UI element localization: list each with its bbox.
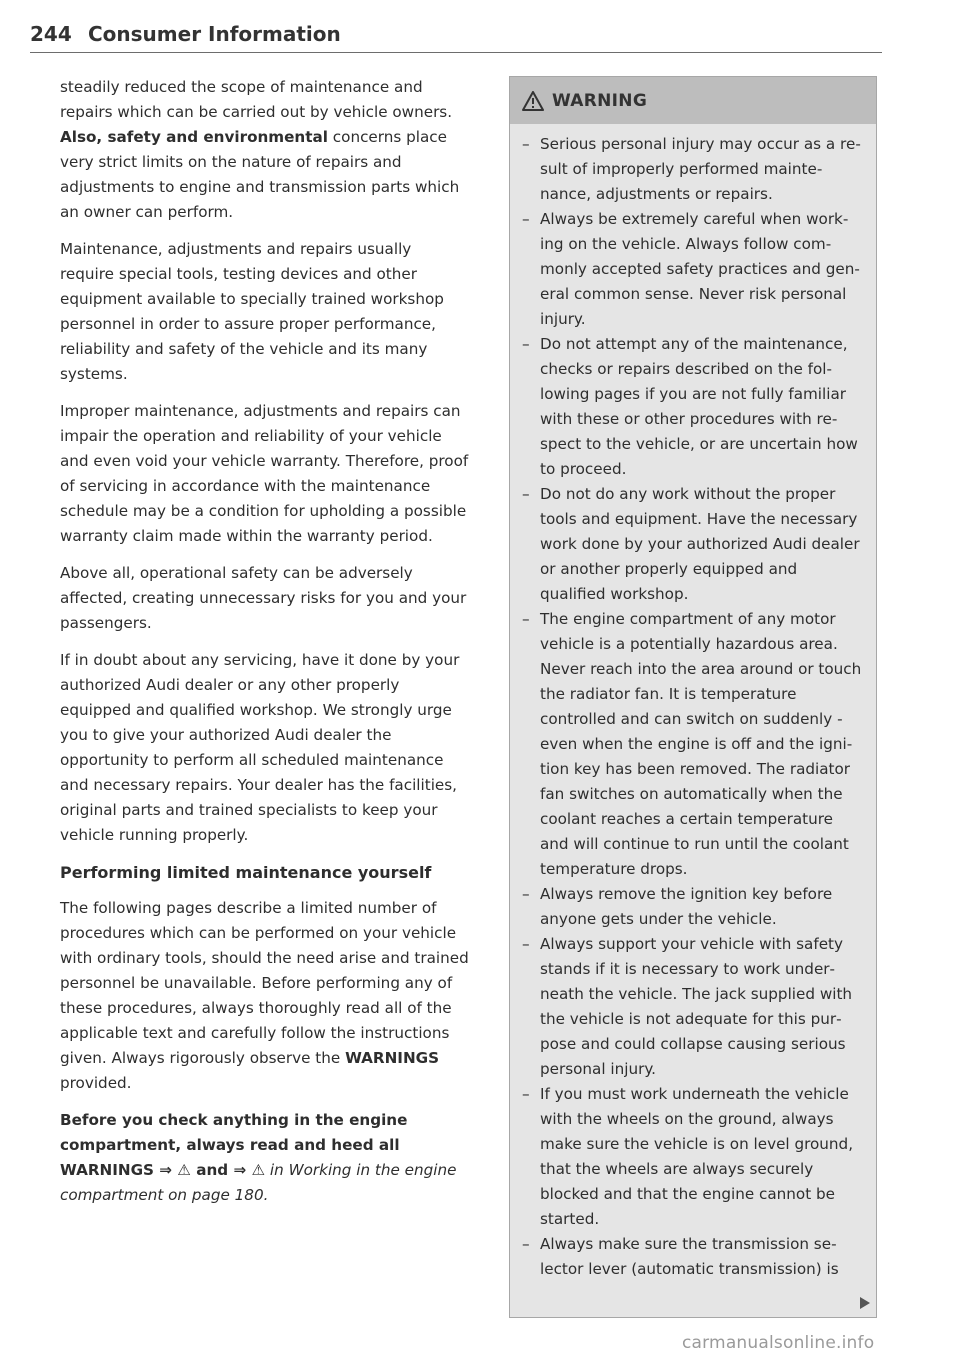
section-title: Consumer Information: [88, 22, 341, 46]
warning-item: – Do not do any work without the proper tools and equipment. Have the necessary work done by your authorized Audi dealer or another properly equipped and qualified workshop.: [522, 482, 866, 607]
warning-item: – If you must work underneath the vehicle with the wheels on the ground, always make sure the vehicle is on level ground, that the wheels are always securely blocked and that the engine cannot be started.: [522, 1082, 866, 1232]
page-header: [30, 22, 882, 53]
paragraph-7-and: and: [190, 1161, 234, 1179]
paragraph-1-text-a: steadily reduced the scope of maintenance and repairs which can be carried out by vehicle owners.: [60, 78, 453, 121]
warning-item: – Do not attempt any of the maintenance, checks or repairs described on the following pages if you are not fully familiar with these or other procedures with respect to the vehicle, or are uncertain how to proceed.: [522, 332, 866, 482]
warning-header: [510, 77, 876, 124]
warning-item: – Serious personal injury may occur as a result of improperly performed maintenance, adjustments or repairs.: [522, 132, 866, 207]
paragraph-6-text-a: The following pages describe a limited number of procedures which can be performed on your vehicle with ordinary tools, should the need arise and trained personnel be unavailable. Before performing any of these procedures, always thoroughly read all of the applicable text and carefully follow the instructions given. Always rigorously observe the: [60, 899, 469, 1067]
warning-item: – Always remove the ignition key before anyone gets under the vehicle.: [522, 882, 866, 932]
paragraph-2: Maintenance, adjustments and repairs usually require special tools, testing devices and other equipment available to specially trained workshop personnel in order to assure proper performance, reliability and safety of the vehicle and its many systems.: [60, 240, 444, 383]
cross-reference-text: in Working in the engine compartment on page 180.: [60, 1161, 457, 1204]
paragraph-7-text: Before you check anything in the engine compartment, always read and heed all WARNINGS: [60, 1111, 408, 1179]
warning-reference-link-2[interactable]: ⇒ ⚠: [233, 1161, 266, 1179]
watermark: carmanualsonline.info: [682, 1333, 875, 1353]
paragraph-3: Improper maintenance, adjustments and repairs can impair the operation and reliability of your vehicle and even void your vehicle warranty. Therefore, proof of servicing in accordance with the maintenance schedule may be a condition for upholding a possible warranty claim made within the warranty period.: [60, 402, 469, 545]
paragraph-6-text-b: provided.: [60, 1074, 132, 1092]
paragraph-1-text-b: concerns place very strict limits on the nature of repairs and adjustments to engine and transmission parts which an owner can perform.: [60, 128, 460, 221]
paragraph-7: [60, 1108, 470, 1208]
warning-item: – The engine compartment of any motor vehicle is a potentially hazardous area. Never reach into the area around or touch the radiator fan. It is temperature controlled and can switch on suddenly - even when the engine is off and the ignition key has been removed. The radiator fan switches on automatically when the coolant reaches a certain temperature and will continue to run until the coolant temperature drops.: [522, 607, 866, 882]
paragraph-6: [60, 896, 470, 1096]
warning-item: – Always support your vehicle with safety stands if it is necessary to work underneath the vehicle. The jack supplied with the vehicle is not adequate for this purpose and could collapse causing serious personal injury.: [522, 932, 866, 1082]
paragraph-1: [60, 75, 470, 225]
warning-item: – Always make sure the transmission selector lever (automatic transmission) is: [522, 1232, 866, 1282]
warning-triangle-icon: [522, 91, 544, 111]
continue-arrow-icon: [860, 1297, 870, 1309]
paragraph-5: If in doubt about any servicing, have it done by your authorized Audi dealer or any other properly equipped and qualified workshop. We strongly urge you to give your authorized Audi dealer the opportunity to perform all scheduled maintenance and necessary repairs. Your dealer has the facilities, original parts and trained specialists to keep your vehicle running properly.: [60, 651, 460, 844]
warning-reference-link-1[interactable]: ⇒ ⚠: [159, 1161, 191, 1179]
paragraph-6-bold: WARNINGS: [345, 1049, 440, 1067]
warning-box: [509, 76, 877, 1318]
left-column: [60, 75, 470, 1220]
paragraph-4: Above all, operational safety can be adversely affected, creating unnecessary risks for you and your passengers.: [60, 564, 467, 632]
paragraph-1-bold: Also, safety and environmental: [60, 128, 328, 146]
warning-item: – Always be extremely careful when working on the vehicle. Always follow commonly accepted safety practices and general common sense. Never risk personal injury.: [522, 207, 866, 332]
warning-list: [510, 124, 876, 1282]
page-number: 244: [30, 22, 72, 46]
subheading: Performing limited maintenance yourself: [60, 863, 432, 882]
warning-title: WARNING: [552, 90, 648, 111]
